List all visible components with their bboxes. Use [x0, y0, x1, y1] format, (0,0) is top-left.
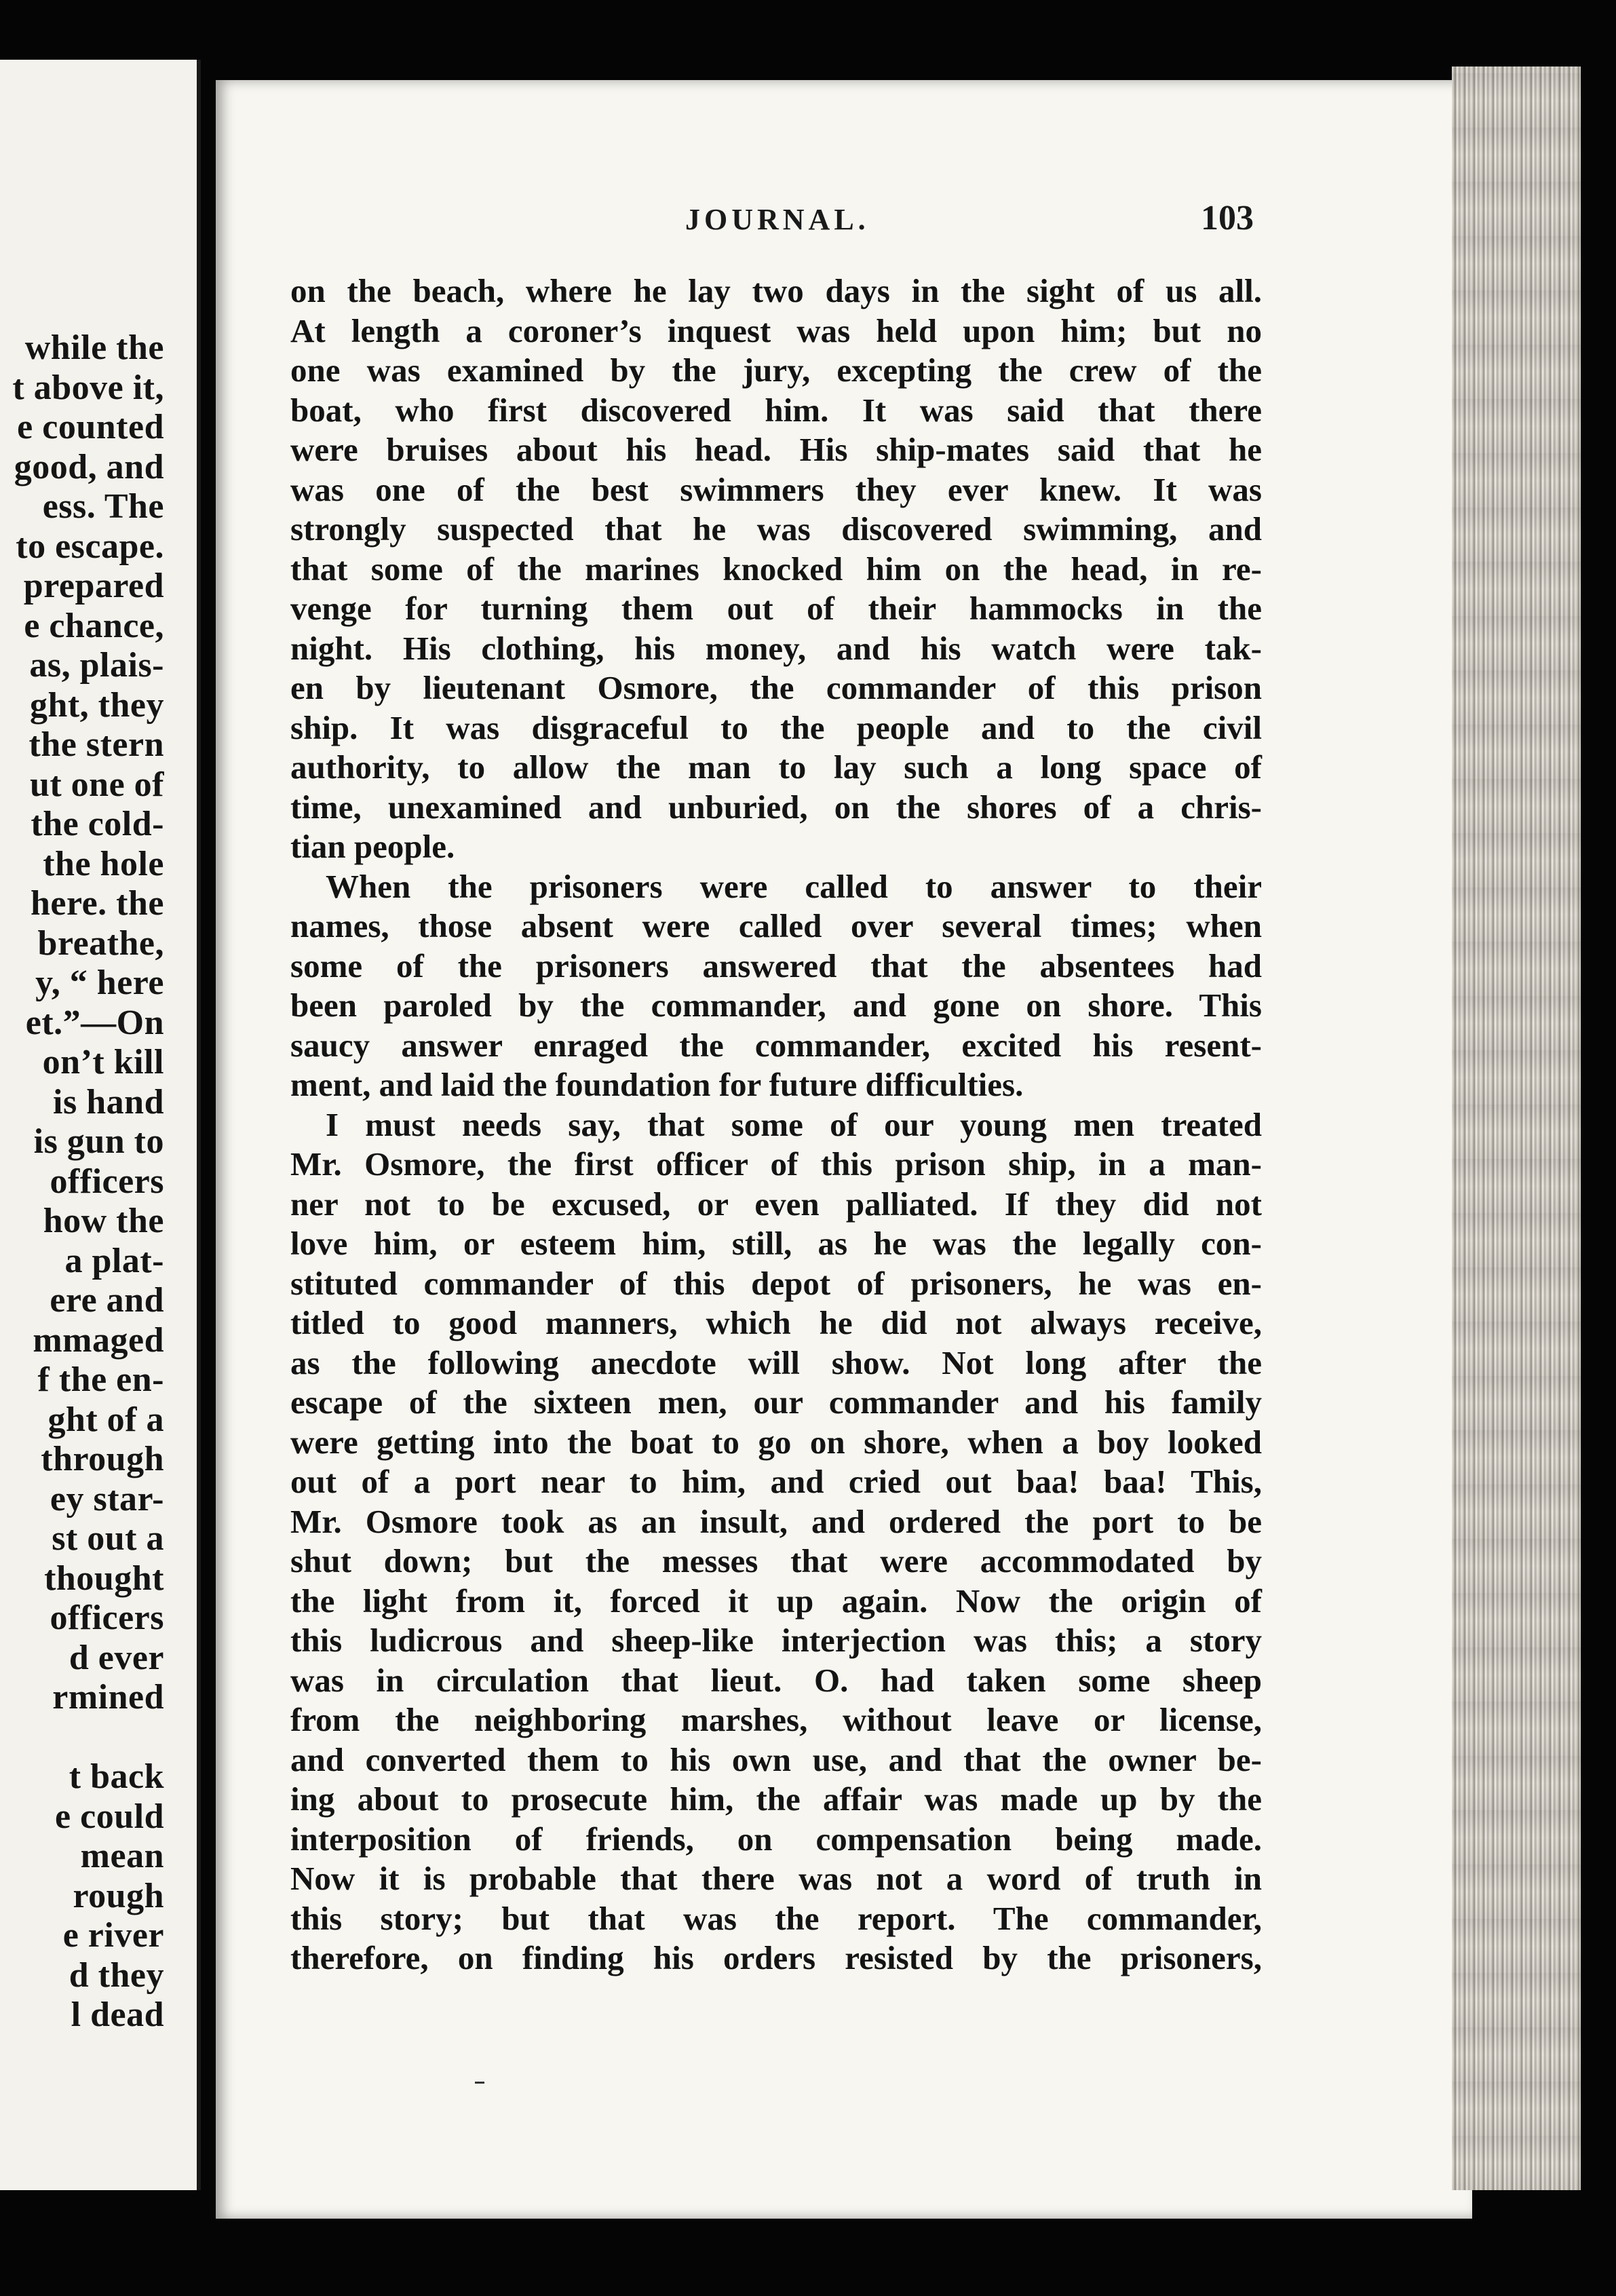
page-number: 103 — [1201, 199, 1254, 237]
left-page-line: as, plais- — [29, 646, 164, 685]
left-page-line: e river — [62, 1916, 164, 1955]
text-line: shut down; but the messes that were accommodated by — [290, 1542, 1262, 1580]
text-line: Now it is probable that there was not a word of truth in — [290, 1860, 1262, 1897]
text-line: stituted commander of this depot of prisoners, he was en- — [290, 1264, 1262, 1302]
left-page-line: the hole — [43, 845, 164, 883]
text-line: titled to good manners, which he did not always receive, — [290, 1304, 1262, 1341]
left-page-line: officers — [50, 1162, 164, 1201]
text-line: saucy answer enraged the commander, excited his resent- — [290, 1026, 1262, 1064]
running-head: JOURNAL. — [685, 203, 870, 236]
text-line: from the neighboring marshes, without leave or license, — [290, 1701, 1262, 1738]
text-line: At length a coroner’s inquest was held upon him; but no — [290, 311, 1262, 349]
text-line: ner not to be excused, or even palliated. If they did not — [290, 1185, 1262, 1223]
left-page-line: how the — [43, 1202, 164, 1240]
left-page-line: et.”—On — [25, 1003, 164, 1042]
text-line: escape of the sixteen men, our commander and his family — [290, 1383, 1262, 1421]
left-page-line: e counted — [17, 408, 164, 446]
text-line: ment, and laid the foundation for future difficulties. — [290, 1066, 1024, 1103]
left-page-line: ey star- — [50, 1480, 164, 1518]
left-page-line: here. the — [30, 884, 164, 923]
text-line: was one of the best swimmers they ever knew. It was — [290, 470, 1262, 508]
left-page-line: rough — [73, 1877, 164, 1915]
text-line: Mr. Osmore, the first officer of this prison ship, in a man- — [290, 1145, 1262, 1183]
left-page-line: ess. The — [42, 487, 164, 526]
left-page-line: y, “ here — [35, 963, 164, 1002]
text-line: venge for turning them out of their hammocks in the — [290, 590, 1262, 627]
text-line: were bruises about his head. His ship-mates said that he — [290, 431, 1262, 468]
left-page-line: t back — [69, 1757, 164, 1796]
left-page-line: ere and — [50, 1281, 164, 1320]
left-page-line: the cold- — [31, 805, 164, 843]
text-line: Mr. Osmore took as an insult, and ordered the port to be — [290, 1502, 1262, 1540]
text-line: as the following anecdote will show. Not long after the — [290, 1343, 1262, 1381]
text-line: en by lieutenant Osmore, the commander of this prison — [290, 669, 1262, 706]
footer-mark — [475, 2082, 484, 2084]
left-page-line: d they — [69, 1956, 164, 1995]
left-page-line: good, and — [14, 448, 164, 486]
page-header — [0, 199, 1616, 243]
left-page-line: e could — [55, 1797, 164, 1836]
left-page-line: mean — [80, 1837, 164, 1875]
text-line: was in circulation that lieut. O. had taken some sheep — [290, 1661, 1262, 1699]
body-text — [290, 271, 1262, 1978]
left-page-line: st out a — [52, 1519, 164, 1558]
text-line: were getting into the boat to go on shore, when a boy looked — [290, 1423, 1262, 1461]
left-page-line: t above it, — [12, 368, 164, 407]
text-line: this story; but that was the report. The commander, — [290, 1899, 1262, 1937]
text-line: and converted them to his own use, and that the owner be- — [290, 1740, 1262, 1778]
text-line: been paroled by the commander, and gone on shore. This — [290, 987, 1262, 1024]
left-page-line: officers — [50, 1599, 164, 1637]
left-page-line: through — [41, 1440, 164, 1478]
left-page-line: a plat- — [64, 1242, 164, 1280]
left-page-line: breathe, — [37, 924, 164, 963]
text-line: strongly suspected that he was discovered swimming, and — [290, 510, 1262, 548]
left-page-line: l dead — [71, 1995, 164, 2034]
left-page-line: is hand — [53, 1083, 164, 1122]
text-line: interposition of friends, on compensation being made. — [290, 1820, 1262, 1858]
text-line: the light from it, forced it up again. Now the origin of — [290, 1582, 1262, 1620]
left-page-line: mmaged — [33, 1321, 164, 1360]
left-page-line: prepared — [23, 567, 164, 605]
text-line: boat, who first discovered him. It was said that there — [290, 391, 1262, 429]
left-page-line: d ever — [69, 1639, 164, 1677]
page-fore-edge — [1452, 66, 1581, 2190]
text-line: ship. It was disgraceful to the people and to the civil — [290, 708, 1262, 746]
text-line: ing about to prosecute him, the affair was made up by the — [290, 1780, 1262, 1818]
left-page-line: ut one of — [29, 765, 164, 804]
text-line: one was examined by the jury, excepting the crew of the — [290, 351, 1262, 389]
left-page-line: rmined — [52, 1678, 164, 1717]
text-line: on the beach, where he lay two days in the sight of us all. — [290, 272, 1262, 309]
left-page-line: the stern — [28, 725, 164, 764]
text-line: names, those absent were called over several times; when — [290, 907, 1262, 944]
text-line: time, unexamined and unburied, on the shores of a chris- — [290, 788, 1262, 826]
left-page-line: ght of a — [47, 1400, 164, 1439]
text-line: out of a port near to him, and cried out baa! baa! This, — [290, 1463, 1262, 1500]
left-page-line: is gun to — [33, 1122, 164, 1161]
text-line: some of the prisoners answered that the absentees had — [290, 946, 1262, 984]
text-line: tian people. — [290, 828, 455, 865]
left-page-fragment — [0, 60, 201, 2190]
left-page-line: on’t kill — [42, 1043, 164, 1082]
left-page-line: while the — [24, 328, 164, 367]
text-line: love him, or esteem him, still, as he was the legally con- — [290, 1225, 1262, 1262]
text-line: that some of the marines knocked him on the head, in re- — [290, 550, 1262, 588]
text-line: therefore, on finding his orders resisted by the prisoners, — [290, 1939, 1262, 1976]
text-line: night. His clothing, his money, and his watch were tak- — [290, 629, 1262, 667]
left-page-line: f the en- — [37, 1360, 164, 1399]
text-line: I must needs say, that some of our young men treated — [326, 1105, 1262, 1143]
left-page-line: to escape. — [16, 527, 164, 566]
text-line: this ludicrous and sheep-like interjection was this; a story — [290, 1622, 1262, 1659]
left-page-line: ght, they — [29, 686, 164, 725]
left-page-line: thought — [44, 1559, 164, 1598]
text-line: When the prisoners were called to answer to their — [326, 867, 1262, 905]
text-line: authority, to allow the man to lay such a long space of — [290, 748, 1262, 786]
left-page-line: e chance, — [24, 607, 164, 645]
